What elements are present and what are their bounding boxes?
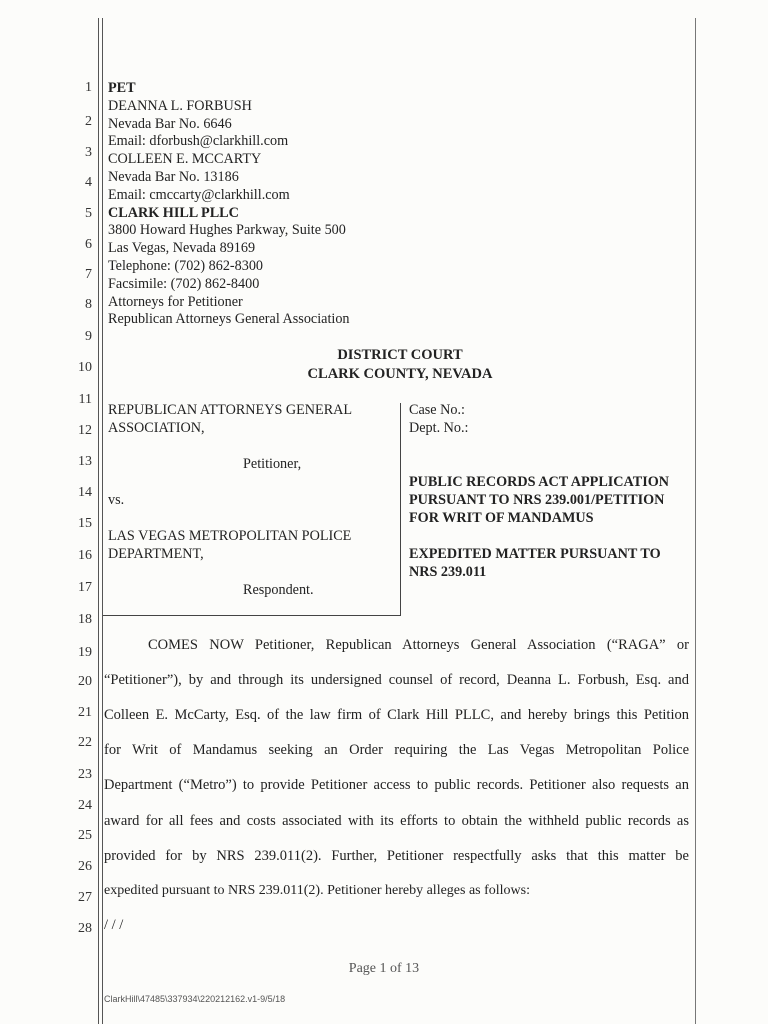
court-name: DISTRICT COURT: [337, 347, 463, 363]
firm-address: 3800 Howard Hughes Parkway, Suite 500: [108, 222, 346, 239]
line-number: 26: [78, 859, 92, 874]
pleading-title: PUBLIC RECORDS ACT APPLICATION: [409, 474, 670, 490]
line-number: 15: [78, 516, 92, 531]
line-number: 21: [78, 705, 92, 720]
pleading-title: PURSUANT TO NRS 239.001/PETITION: [409, 492, 665, 508]
body-line: Department (“Metro”) to provide Petitioner access to public records. Petitioner also requests an: [104, 777, 689, 793]
attorney-header: [108, 80, 350, 329]
respondent-name: DEPARTMENT,: [108, 546, 204, 562]
firm-city: Las Vegas, Nevada 89169: [108, 240, 256, 257]
petitioner-role: Petitioner,: [243, 456, 302, 472]
body-line: expedited pursuant to NRS 239.011(2). Petitioner hereby alleges as follows:: [104, 883, 531, 898]
dept-number-label: Dept. No.:: [409, 420, 469, 436]
versus: vs.: [108, 492, 125, 508]
line-number: 1: [85, 80, 92, 95]
line-number: 10: [78, 360, 92, 375]
court-county: CLARK COUNTY, NEVADA: [307, 366, 493, 382]
attorney-email: Email: dforbush@clarkhill.com: [108, 133, 289, 150]
case-number-label: Case No.:: [409, 402, 465, 418]
line-number: 3: [85, 145, 92, 160]
firm-telephone: Telephone: (702) 862-8300: [108, 257, 264, 274]
expedited-notice: EXPEDITED MATTER PURSUANT TO: [409, 546, 661, 562]
line-number: 13: [78, 454, 92, 469]
attorney-name: COLLEEN E. MCCARTY: [108, 151, 262, 168]
right-margin-rule: [695, 18, 696, 1024]
line-number: 18: [78, 612, 92, 627]
line-number: 25: [78, 828, 92, 843]
line-number: 9: [85, 329, 92, 344]
page-number: Page 1 of 13: [348, 961, 420, 976]
line-number: 20: [78, 674, 92, 689]
document-code: PET: [108, 80, 136, 96]
petitioner-name: REPUBLICAN ATTORNEYS GENERAL: [108, 402, 353, 418]
continuation-marks: / / /: [104, 917, 124, 933]
line-number: 2: [85, 114, 92, 129]
document-id: ClarkHill\47485\337934\220212162.v1-9/5/18: [104, 994, 286, 1004]
attorney-email: Email: cmccarty@clarkhill.com: [108, 186, 290, 203]
line-number: 12: [78, 423, 92, 438]
line-number: 14: [78, 485, 92, 500]
attorneys-for: Attorneys for Petitioner: [108, 293, 243, 310]
caption-underline: [103, 615, 401, 616]
body-line: COMES NOW Petitioner, Republican Attorneys General Association (“RAGA” or: [148, 637, 689, 653]
body-line: for Writ of Mandamus seeking an Order requiring the Las Vegas Metropolitan Police: [104, 742, 689, 758]
firm-name: CLARK HILL PLLC: [108, 204, 239, 221]
bar-number: Nevada Bar No. 13186: [108, 168, 239, 185]
body-line: provided for by NRS 239.011(2). Further, Petitioner respectfully asks that this matter be: [104, 848, 689, 864]
client-name: Republican Attorneys General Association: [108, 311, 350, 328]
line-number: 28: [78, 921, 92, 936]
line-number: 4: [85, 175, 92, 190]
caption-divider: [400, 403, 401, 615]
line-number: 22: [78, 735, 92, 750]
line-number: 8: [85, 297, 92, 312]
petitioner-name: ASSOCIATION,: [108, 420, 205, 436]
body-line: award for all fees and costs associated with its efforts to obtain the withheld public records as: [104, 813, 689, 829]
respondent-role: Respondent.: [243, 582, 314, 598]
line-number: 23: [78, 767, 92, 782]
bar-number: Nevada Bar No. 6646: [108, 115, 232, 132]
line-number: 27: [78, 890, 92, 905]
respondent-name: LAS VEGAS METROPOLITAN POLICE: [108, 528, 352, 544]
expedited-notice: NRS 239.011: [409, 564, 487, 580]
line-number: 19: [78, 645, 92, 660]
attorney-name: DEANNA L. FORBUSH: [108, 97, 252, 114]
firm-facsimile: Facsimile: (702) 862-8400: [108, 275, 260, 292]
line-number: 17: [78, 580, 92, 595]
line-number: 24: [78, 798, 92, 813]
line-number: 5: [85, 206, 92, 221]
pleading-title: FOR WRIT OF MANDAMUS: [409, 510, 594, 526]
line-number: 6: [85, 237, 92, 252]
line-number: 16: [78, 548, 92, 563]
left-margin-rule-outer: [98, 18, 99, 1024]
body-line: Colleen E. McCarty, Esq. of the law firm of Clark Hill PLLC, and hereby brings this Petition: [104, 707, 689, 723]
line-number: 11: [78, 392, 92, 407]
left-margin-rule-inner: [102, 18, 103, 1024]
line-number: 7: [85, 267, 92, 282]
body-line: “Petitioner”), by and through its undersigned counsel of record, Deanna L. Forbush, Esq. and: [104, 672, 689, 688]
